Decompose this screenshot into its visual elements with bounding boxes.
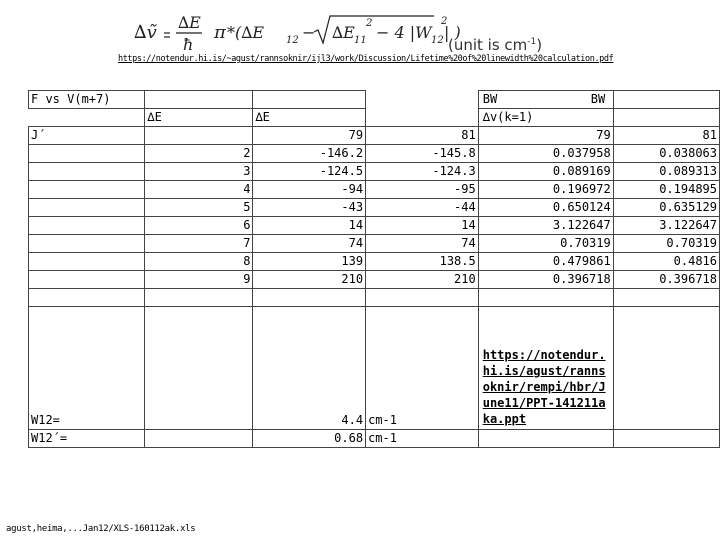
cell (29, 271, 145, 289)
bw-value: 0.089169 (478, 163, 613, 181)
top-reference-link[interactable]: https://notendur.hi.is/~agust/rannsoknir/ijl3/work/Discussion/Lifetime%20of%20linewidth%20calculation.pdf (118, 54, 614, 64)
cell (145, 307, 253, 430)
bw-value: 81 (613, 127, 719, 145)
j-value: 6 (145, 217, 253, 235)
formula-closing: | ) (444, 23, 461, 42)
cell (29, 181, 145, 199)
cell (145, 91, 253, 109)
formula-expr-a: *(∆E (227, 23, 265, 42)
blank-row (29, 289, 720, 307)
table-row (29, 145, 720, 163)
delta-e-value: -146.2 (253, 145, 366, 163)
w12-value (253, 307, 366, 430)
cell (478, 289, 613, 307)
delta-e-value: -44 (366, 199, 479, 217)
w12-label: W12= (29, 307, 145, 430)
bw-label-text: BW (590, 92, 606, 106)
cell (145, 289, 253, 307)
w12-prime-row (29, 430, 720, 448)
bw-value: 0.4816 (613, 253, 719, 271)
j-value: 5 (145, 199, 253, 217)
delta-e-value: -95 (366, 181, 479, 199)
bw-value: 0.70319 (478, 235, 613, 253)
cell (145, 430, 253, 448)
spreadsheet-table (28, 90, 720, 448)
cell (29, 235, 145, 253)
bw-value: 3.122647 (613, 217, 719, 235)
table-row (29, 181, 720, 199)
cell (29, 109, 145, 127)
delta-e-header-1: ∆E (145, 109, 253, 127)
w12-row (29, 307, 720, 430)
cell (29, 199, 145, 217)
bw-value: 0.196972 (478, 181, 613, 199)
cell (366, 109, 479, 127)
formula-denominator: ħ (183, 35, 194, 54)
cell (613, 307, 719, 430)
formula-subw: 12 (431, 35, 444, 46)
cell (29, 217, 145, 235)
bw-value: 79 (478, 127, 613, 145)
unit-note (448, 36, 542, 54)
formula-sub11: 11 (354, 35, 367, 46)
delta-e-value: 14 (366, 217, 479, 235)
bw-label-2 (590, 91, 719, 109)
cell (29, 289, 145, 307)
delta-e-value: 210 (366, 271, 479, 289)
bw-label-text: BW (482, 92, 498, 106)
bw-value: 0.479861 (478, 253, 613, 271)
delta-e-value: -94 (253, 181, 366, 199)
w12-prime-unit: cm-1 (366, 430, 479, 448)
bw-value: 0.038063 (613, 145, 719, 163)
table-row (29, 235, 720, 253)
delta-e-value: 14 (253, 217, 366, 235)
cell (29, 145, 145, 163)
table-row (29, 253, 720, 271)
w12-number: 4.4 (341, 413, 364, 427)
formula-sq2: 2 (441, 16, 448, 27)
delta-e-value: 79 (253, 127, 366, 145)
formula-sq: 2 (366, 18, 373, 29)
delta-e-value: -124.3 (366, 163, 479, 181)
header-row-1 (29, 91, 720, 109)
w12-prime-label: W12´= (29, 430, 145, 448)
bw-value: 0.037958 (478, 145, 613, 163)
formula-expr-b: ∆E (332, 23, 355, 42)
bw-value: 0.194895 (613, 181, 719, 199)
delta-e-value: 74 (253, 235, 366, 253)
cell (478, 430, 613, 448)
delta-e-header-2: ∆E (253, 109, 366, 127)
formula-four-w: − 4 |W (376, 23, 432, 42)
w12-unit: cm-1 (366, 307, 479, 430)
j-value: 8 (145, 253, 253, 271)
cell (29, 163, 145, 181)
bw-value: 0.70319 (613, 235, 719, 253)
j-value: 3 (145, 163, 253, 181)
cell (253, 91, 366, 109)
cell (145, 127, 253, 145)
ppt-reference-link[interactable]: https://notendur.hi.is/agust/rannsoknir/rempi/hbr/June11/PPT-141211aka.ppt (482, 348, 606, 426)
delta-e-value: -43 (253, 199, 366, 217)
w12-prime-value: 0.68 (253, 430, 366, 448)
bw-value: 0.089313 (613, 163, 719, 181)
table-row (29, 217, 720, 235)
delta-e-value: -145.8 (366, 145, 479, 163)
table-row (29, 199, 720, 217)
formula-lhs: ∆ṽ (134, 22, 157, 43)
delta-e-value: 74 (366, 235, 479, 253)
unit-exponent: -1 (527, 37, 537, 47)
formula-pi: π (214, 22, 226, 43)
title-cell: F vs V(m+7) (29, 91, 145, 109)
bw-value: 0.396718 (613, 271, 719, 289)
delta-e-value: 138.5 (366, 253, 479, 271)
j-value: 2 (145, 145, 253, 163)
bw-value: 0.396718 (478, 271, 613, 289)
cell (613, 430, 719, 448)
delta-e-value: 139 (253, 253, 366, 271)
formula-minus: − (302, 23, 316, 42)
delta-v-header: ∆v(k=1) (478, 109, 613, 127)
j-label: J´ (29, 127, 145, 145)
formula-numerator: ∆E (178, 13, 201, 32)
file-path-footer: agust,heima,...Jan12/XLS-160112ak.xls (6, 524, 196, 534)
formula-sub12: 12 (286, 35, 299, 46)
cell (613, 109, 719, 127)
bw-value: 0.635129 (613, 199, 719, 217)
link-cell (478, 307, 613, 430)
cell (253, 289, 366, 307)
unit-text: (unit is cm (448, 36, 528, 54)
delta-e-value: 210 (253, 271, 366, 289)
table-row (29, 163, 720, 181)
bw-value: 3.122647 (478, 217, 613, 235)
header-row-2 (29, 109, 720, 127)
j-row (29, 127, 720, 145)
j-value: 4 (145, 181, 253, 199)
cell (366, 289, 479, 307)
cell (613, 289, 719, 307)
bw-value: 0.650124 (478, 199, 613, 217)
table-row (29, 271, 720, 289)
delta-e-value: -124.5 (253, 163, 366, 181)
cell (366, 91, 479, 109)
cell (29, 253, 145, 271)
unit-close: ) (536, 36, 543, 54)
j-value: 9 (145, 271, 253, 289)
delta-e-value: 81 (366, 127, 479, 145)
j-value: 7 (145, 235, 253, 253)
